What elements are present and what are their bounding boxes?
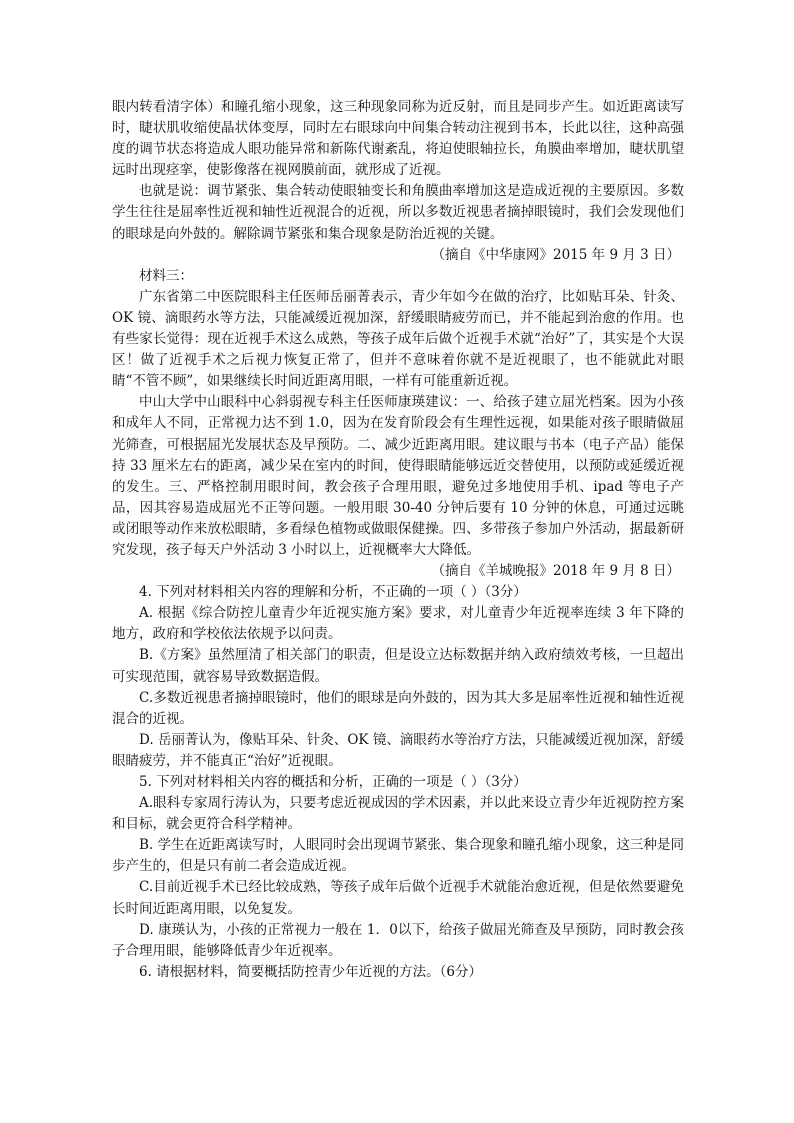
question-4-stem: 4. 下列对材料相关内容的理解和分析，不正确的一项（ ）（3分） (139, 584, 527, 601)
material3-paragraph-1: 广东省第二中医院眼科主任医师岳丽菁表示，青少年如今在做的治疗，比如贴耳朵、针灸、OK 镜、滴眼药水等方法，只能减缓近视加深，舒缓眼睛疲劳而已，并不能起到治愈的作用。也有些家长觉得：现在近视手术这么成熟，等孩子成年后做个近视手术就“治好”了，其实是个大误区！做了近视手术之后视力恢复正常了，但并不意味着你就不是近视眼了，也不能就此对眼睛“不管不顾”，如果继续长时间近距离用眼，一样有可能重新近视。 (112, 288, 684, 390)
document-page (112, 97, 684, 983)
material2-paragraph-1: 眼内转看清字体）和瞳孔缩小现象，这三种现象同称为近反射，而且是同步产生。如近距离读写时，睫状肌收缩使晶状体变厚，同时左右眼球向中间集合转动注视到书本，长此以往，这种高强度的调节状态将造成人眼功能异常和新陈代谢紊乱，将迫使眼轴拉长，角膜曲率增加，睫状肌望远时出现痉挛，使影像落在视网膜前面，就形成了近视。 (112, 99, 684, 179)
question-4-option-c: C.多数近视患者摘掉眼镜时，他们的眼球是向外鼓的，因为其大多是屈率性近视和轴性近视混合的近视。 (112, 689, 684, 727)
question-5-stem: 5. 下列对材料相关内容的概括和分析，正确的一项是（ ）（3分） (139, 774, 527, 790)
question-5-option-b: B. 学生在近距离读写时，人眼同时会出现调节紧张、集合现象和瞳孔缩小现象，这三种是同步产生的，但是只有前二者会造成近视。 (112, 837, 685, 875)
question-4-option-a: A. 根据《综合防控儿童青少年近视实施方案》要求，对儿童青少年近视率连续 3 年下降的地方，政府和学校依法依规予以问责。 (112, 605, 684, 643)
question-4-option-d: D. 岳丽菁认为，像贴耳朵、针灸、OK 镜、滴眼药水等治疗方法，只能减缓近视加深，舒缓眼睛疲劳，并不能真正“治好”近视眼。 (112, 731, 684, 769)
material3-paragraph-2: 中山大学中山眼科中心斜弱视专科主任医师康瑛建议：一、给孩子建立屈光档案。因为小孩和成年人不同，正常视力达不到 1.0，因为在发育阶段会有生理性远视，如果能对孩子眼睛做屈光筛查，可根据屈光发展状态及早预防。二、减少近距离用眼。建议眼与书本（电子产品）能保持 33 厘米左右的距离，减少呆在室内的时间，使得眼睛能够远近交替使用，以预防或延缓近视的发生。三、严格控制用眼时间，教会孩子合理用眼，避免过多地使用手机、ipad 等电子产品，因其容易造成屈光不正等问题。一般用眼 30-40 分钟后要有 10 分钟的休息，可通过远眺或闭眼等动作来放松眼睛，多看绿色植物或做眼保健操。四、多带孩子参加户外活动，据最新研究发现，孩子每天户外活动 3 小时以上，近视概率大大降低。 (112, 394, 684, 558)
question-6-stem: 6. 请根据材料，简要概括防控青少年近视的方法。（6分） (139, 963, 483, 980)
material2-source: （摘自《中华康网》2015 年 9 月 3 日） (431, 246, 680, 263)
material3-heading: 材料三： (139, 267, 193, 284)
question-4-option-b: B.《方案》虽然厘清了相关部门的职责，但是设立达标数据并纳入政府绩效考核，一旦超出可实现范围，就容易导致数据造假。 (112, 647, 684, 685)
question-5-option-a: A.眼科专家周行涛认为，只要考虑近视成因的学术因素，并以此来设立青少年近视防控方案和目标，就会更符合科学精神。 (112, 795, 684, 833)
material3-source: （摘自《羊城晚报》2018 年 9 月 8 日） (431, 563, 680, 580)
material2-paragraph-2: 也就是说：调节紧张、集合转动使眼轴变长和角膜曲率增加这是造成近视的主要原因。多数学生往往是屈率性近视和轴性近视混合的近视，所以多数近视患者摘掉眼镜时，我们会发现他们的眼球是向外鼓的。解除调节紧张和集合现象是防治近视的关键。 (112, 183, 684, 242)
question-5-option-c: C.目前近视手术已经比较成熟，等孩子成年后做个近视手术就能治愈近视，但是依然要避免长时间近距离用眼，以免复发。 (112, 879, 684, 917)
question-5-option-d: D. 康瑛认为，小孩的正常视力一般在 1．0以下，给孩子做屈光筛查及早预防，同时教会孩子合理用眼，能够降低青少年近视率。 (112, 921, 684, 959)
